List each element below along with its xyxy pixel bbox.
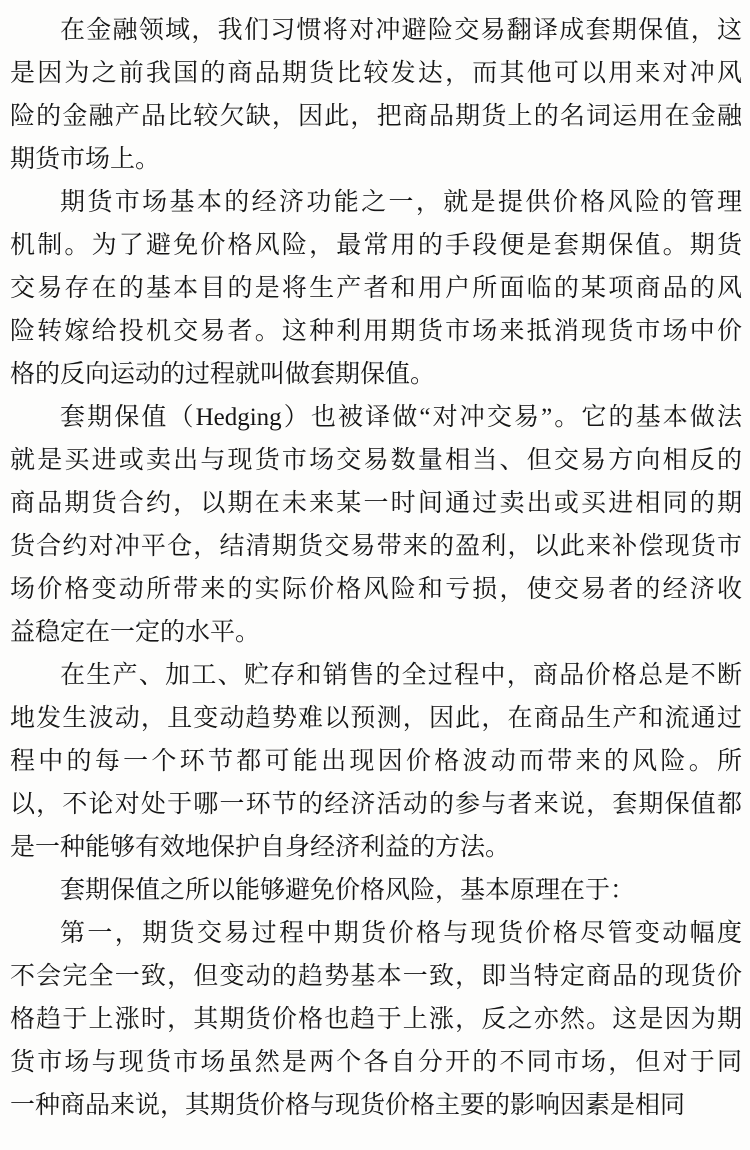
- text-line: 格的反向运动的过程就叫做套期保值。: [10, 361, 436, 388]
- text-line: 是因为之前我国的商品期货比较发达，而其他可以用来对冲风: [10, 60, 742, 87]
- text-line: 格趋于上涨时，其期货价格也趋于上涨，反之亦然。这是因为期: [10, 1006, 742, 1033]
- paragraph-price-fluctuation: [10, 654, 742, 869]
- text-line: 在生产、加工、贮存和销售的全过程中，商品价格总是不断: [60, 662, 742, 689]
- text-line: 以，不论对处于哪一环节的经济活动的参与者来说，套期保值都: [10, 791, 742, 818]
- text-line: 交易存在的基本目的是将生产者和用户所面临的某项商品的风: [10, 275, 742, 302]
- paragraph-principle-lead-in: [10, 869, 742, 912]
- text-line: 就是买进或卖出与现货市场交易数量相当、但交易方向相反的: [10, 447, 742, 474]
- text-line: 险的金融产品比较欠缺，因此，把商品期货上的名词运用在金融: [10, 103, 742, 130]
- text-line: 一种商品来说，其期货价格与现货价格主要的影响因素是相同: [10, 1092, 686, 1119]
- text-line: 场价格变动所带来的实际价格风险和亏损，使交易者的经济收: [10, 576, 742, 603]
- paragraph-principle-first: [10, 912, 742, 1127]
- text-line: 不会完全一致，但变动的趋势基本一致，即当特定商品的现货价: [10, 963, 742, 990]
- text-line: 益稳定在一定的水平。: [10, 619, 261, 646]
- text-line: 是一种能够有效地保护自身经济利益的方法。: [10, 834, 511, 861]
- text-line: 险转嫁给投机交易者。这种利用期货市场来抵消现货市场中价: [10, 318, 742, 345]
- text-line: 机制。为了避免价格风险，最常用的手段便是套期保值。期货: [10, 232, 742, 259]
- text-line: 第一，期货交易过程中期货价格与现货价格尽管变动幅度: [60, 920, 742, 947]
- text-line: 期货市场上。: [10, 146, 161, 173]
- text-line: 在金融领域，我们习惯将对冲避险交易翻译成套期保值，这: [60, 17, 742, 44]
- paragraph-market-function: [10, 181, 742, 396]
- text-line: 货市场与现货市场虽然是两个各自分开的不同市场，但对于同: [10, 1049, 742, 1076]
- paragraph-intro: [10, 9, 742, 181]
- text-line: 套期保值之所以能够避免价格风险，基本原理在于：: [60, 877, 636, 904]
- text-line: 商品期货合约，以期在未来某一时间通过卖出或买进相同的期: [10, 490, 742, 517]
- text-line: 地发生波动，且变动趋势难以预测，因此，在商品生产和流通过: [10, 705, 742, 732]
- text-line: 套期保值（Hedging）也被译做“对冲交易”。它的基本做法: [60, 404, 742, 431]
- text-line: 期货市场基本的经济功能之一，就是提供价格风险的管理: [60, 189, 742, 216]
- text-line: 货合约对冲平仓，结清期货交易带来的盈利，以此来补偿现货市: [10, 533, 742, 560]
- text-line: 程中的每一个环节都可能出现因价格波动而带来的风险。所: [10, 748, 742, 775]
- paragraph-hedging-definition: [10, 396, 742, 654]
